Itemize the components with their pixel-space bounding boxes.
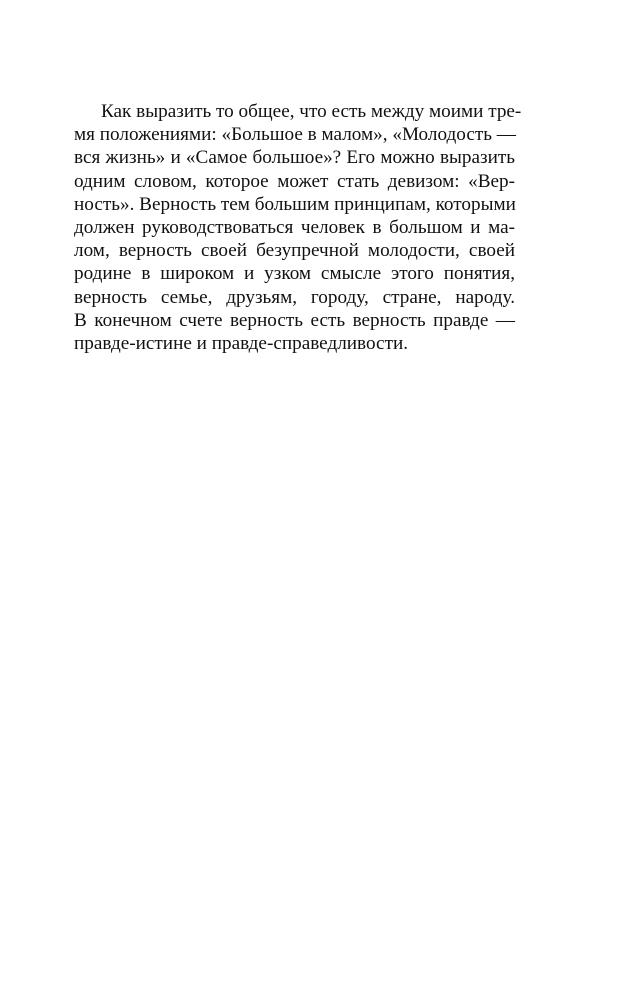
paragraph-line: Как выразить то общее, что есть между моими тре- (101, 101, 522, 122)
paragraph (74, 100, 522, 355)
paragraph-line: правде-истине и правде-справедливости. (74, 332, 409, 354)
paragraph-line: одним словом, которое может стать девизом: «Вер- (74, 170, 515, 192)
paragraph-line: верность семье, друзьям, городу, стране, народу. (74, 286, 515, 308)
paragraph-line: должен руководствоваться человек в большом и ма- (74, 216, 515, 238)
paragraph-line: вся жизнь» и «Самое большое»? Его можно выразить (74, 147, 515, 169)
paragraph-line: ность». Верность тем большим принципам, которыми (74, 193, 516, 215)
paragraph-line: В конечном счете верность есть верность правде — (74, 309, 515, 331)
paragraph-line: мя положениями: «Большое в малом», «Молодость — (74, 124, 516, 146)
paragraph-line: родине в широком и узком смысле этого понятия, (74, 263, 515, 285)
paragraph-line: лом, верность своей безупречной молодости, своей (74, 240, 515, 262)
